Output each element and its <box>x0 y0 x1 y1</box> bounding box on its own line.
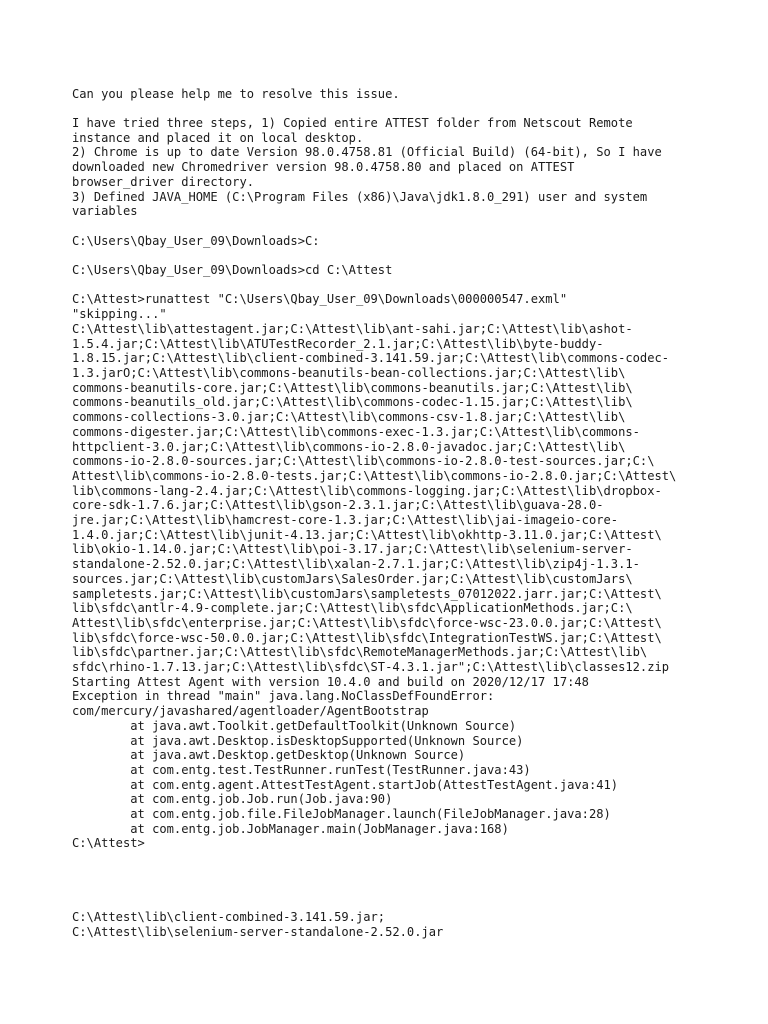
text-line: browser_driver directory. <box>72 174 255 189</box>
text-line: sampletests.jar;C:\Attest\lib\customJars\sampletests_07012022.jarr.jar;C:\Attest\ <box>72 586 662 601</box>
text-line: at com.entg.job.file.FileJobManager.launch(FileJobManager.java:28) <box>72 807 611 822</box>
text-line: instance and placed it on local desktop. <box>72 130 364 145</box>
text-line: 2) Chrome is up to date Version 98.0.4758.81 (Official Build) (64-bit), So I have <box>72 145 662 160</box>
text-line: com/mercury/javashared/agentloader/AgentBootstrap <box>72 704 429 719</box>
text-line: "skipping..." <box>72 307 167 322</box>
text-line: commons-io-2.8.0-sources.jar;C:\Attest\lib\commons-io-2.8.0-test-sources.jar;C:\ <box>72 454 655 469</box>
text-line: Can you please help me to resolve this issue. <box>72 86 400 101</box>
text-line <box>72 278 712 293</box>
text-line: variables <box>72 204 138 219</box>
text-line: commons-digester.jar;C:\Attest\lib\commons-exec-1.3.jar;C:\Attest\lib\commons- <box>72 424 640 439</box>
text-line: core-sdk-1.7.6.jar;C:\Attest\lib\gson-2.3.1.jar;C:\Attest\lib\guava-28.0- <box>72 498 604 513</box>
text-line: sfdc\rhino-1.7.13.jar;C:\Attest\lib\sfdc\ST-4.3.1.jar";C:\Attest\lib\classes12.zip <box>72 660 670 675</box>
text-line: lib\okio-1.14.0.jar;C:\Attest\lib\poi-3.17.jar;C:\Attest\lib\selenium-server- <box>72 542 633 557</box>
text-line: Attest\lib\sfdc\enterprise.jar;C:\Attest\lib\sfdc\force-wsc-23.0.0.jar;C:\Attest\ <box>72 615 662 630</box>
text-line: commons-collections-3.0.jar;C:\Attest\lib\commons-csv-1.8.jar;C:\Attest\lib\ <box>72 410 626 425</box>
text-line <box>72 219 712 234</box>
document-page <box>72 72 712 939</box>
text-line: 3) Defined JAVA_HOME (C:\Program Files (x86)\Java\jdk1.8.0_291) user and system <box>72 189 648 204</box>
text-line <box>72 866 712 881</box>
text-line: I have tried three steps, 1) Copied entire ATTEST folder from Netscout Remote <box>72 116 633 131</box>
text-line: downloaded new Chromedriver version 98.0.4758.80 and placed on ATTEST <box>72 160 575 175</box>
text-line: lib\sfdc\force-wsc-50.0.0.jar;C:\Attest\lib\sfdc\IntegrationTestWS.jar;C:\Attest\ <box>72 630 662 645</box>
text-line: 1.5.4.jar;C:\Attest\lib\ATUTestRecorder_2.1.jar;C:\Attest\lib\byte-buddy- <box>72 336 604 351</box>
text-line <box>72 895 712 910</box>
text-line <box>72 72 712 87</box>
text-line: at com.entg.job.Job.run(Job.java:90) <box>72 792 393 807</box>
text-line: C:\Attest\lib\client-combined-3.141.59.jar; <box>72 909 386 924</box>
text-line: lib\sfdc\partner.jar;C:\Attest\lib\sfdc\RemoteManagerMethods.jar;C:\Attest\lib\ <box>72 645 648 660</box>
text-line: commons-beanutils-core.jar;C:\Attest\lib\commons-beanutils.jar;C:\Attest\lib\ <box>72 380 633 395</box>
text-line: C:\Attest\lib\selenium-server-standalone-2.52.0.jar <box>72 924 444 939</box>
text-line: at com.entg.agent.AttestTestAgent.startJob(AttestTestAgent.java:41) <box>72 777 619 792</box>
text-line: 1.8.15.jar;C:\Attest\lib\client-combined-3.141.59.jar;C:\Attest\lib\commons-codec- <box>72 351 670 366</box>
text-line: C:\Attest\lib\attestagent.jar;C:\Attest\lib\ant-sahi.jar;C:\Attest\lib\ashot- <box>72 321 633 336</box>
text-line: C:\Users\Qbay_User_09\Downloads>C: <box>72 233 320 248</box>
text-line: Attest\lib\commons-io-2.8.0-tests.jar;C:\Attest\lib\commons-io-2.8.0.jar;C:\Attest\ <box>72 468 677 483</box>
text-line: at com.entg.job.JobManager.main(JobManager.java:168) <box>72 821 509 836</box>
text-line: at java.awt.Toolkit.getDefaultToolkit(Unknown Source) <box>72 718 517 733</box>
text-line: httpclient-3.0.jar;C:\Attest\lib\commons-io-2.8.0-javadoc.jar;C:\Attest\lib\ <box>72 439 626 454</box>
text-line: 1.4.0.jar;C:\Attest\lib\junit-4.13.jar;C:\Attest\lib\okhttp-3.11.0.jar;C:\Attest\ <box>72 527 662 542</box>
text-line: lib\commons-lang-2.4.jar;C:\Attest\lib\commons-logging.jar;C:\Attest\lib\dropbox- <box>72 483 662 498</box>
text-line <box>72 851 712 866</box>
text-line: lib\sfdc\antlr-4.9-complete.jar;C:\Attest\lib\sfdc\ApplicationMethods.jar;C:\ <box>72 601 633 616</box>
text-line <box>72 101 712 116</box>
text-line: Starting Attest Agent with version 10.4.0 and build on 2020/12/17 17:48 <box>72 674 589 689</box>
text-line: commons-beanutils_old.jar;C:\Attest\lib\commons-codec-1.15.jar;C:\Attest\lib\ <box>72 395 633 410</box>
text-line: C:\Attest> <box>72 836 145 851</box>
text-line: C:\Attest>runattest "C:\Users\Qbay_User_09\Downloads\000000547.exml" <box>72 292 568 307</box>
text-line: at java.awt.Desktop.isDesktopSupported(Unknown Source) <box>72 733 524 748</box>
text-line: at com.entg.test.TestRunner.runTest(TestRunner.java:43) <box>72 762 531 777</box>
text-line: sources.jar;C:\Attest\lib\customJars\SalesOrder.jar;C:\Attest\lib\customJars\ <box>72 571 633 586</box>
text-line <box>72 248 712 263</box>
text-line: C:\Users\Qbay_User_09\Downloads>cd C:\Attest <box>72 263 393 278</box>
text-line: Exception in thread "main" java.lang.NoClassDefFoundError: <box>72 689 495 704</box>
text-line <box>72 881 712 896</box>
text-line: 1.3.jarO;C:\Attest\lib\commons-beanutils-bean-collections.jar;C:\Attest\lib\ <box>72 365 626 380</box>
text-line: at java.awt.Desktop.getDesktop(Unknown Source) <box>72 748 466 763</box>
text-line: standalone-2.52.0.jar;C:\Attest\lib\xalan-2.7.1.jar;C:\Attest\lib\zip4j-1.3.1- <box>72 557 640 572</box>
text-line: jre.jar;C:\Attest\lib\hamcrest-core-1.3.jar;C:\Attest\lib\jai-imageio-core- <box>72 513 619 528</box>
